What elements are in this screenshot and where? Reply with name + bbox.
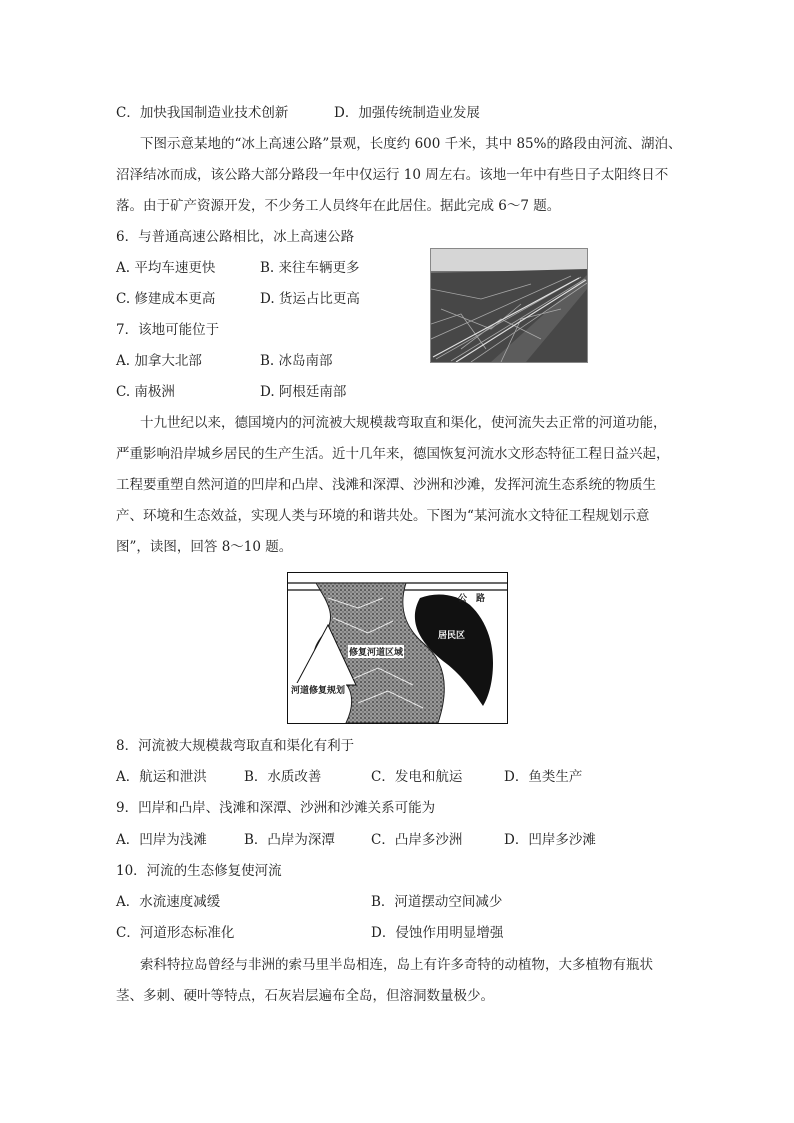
q9-option-b: B．凸岸为深潭 (244, 832, 335, 848)
q8-option-d: D．鱼类生产 (504, 769, 583, 785)
q10-option-b: B．河道摆动空间减少 (371, 894, 503, 910)
q6-option-b: B. 来往车辆更多 (260, 260, 360, 276)
q7-option-d: D. 阿根廷南部 (260, 384, 347, 400)
map-label-plan: 河道修复规划 (290, 683, 346, 696)
q7-option-b: B. 冰岛南部 (260, 353, 333, 369)
passage3-line-1: 索科特拉岛曾经与非洲的索马里半岛相连，岛上有许多奇特的动植物，大多植物有瓶状 (140, 957, 653, 973)
passage1-line-1: 下图示意某地的“冰上高速公路”景观，长度约 600 千米，其中 85%的路段由河流、湖泊、 (140, 136, 682, 152)
map-label-road: 公 路 (458, 594, 486, 604)
q9-option-d: D．凹岸多沙滩 (504, 832, 596, 848)
q5-option-d: D．加强传统制造业发展 (334, 105, 480, 121)
q8-option-c: C．发电和航运 (371, 769, 463, 785)
q8-option-b: B．水质改善 (244, 769, 322, 785)
passage2-line-1: 十九世纪以来，德国境内的河流被大规模裁弯取直和渠化，使河流失去正常的河道功能， (140, 415, 667, 431)
q7-option-a: A. 加拿大北部 (116, 353, 202, 369)
passage1-line-2: 沼泽结冰而成，该公路大部分路段一年中仅运行 10 周左右。该地一年中有些日子太阳终日不 (116, 167, 669, 183)
passage2-line-2: 严重影响沿岸城乡居民的生产生活。近十几年来，德国恢复河流水文形态特征工程日益兴起， (116, 446, 670, 462)
q10-option-a: A．水流速度减缓 (116, 894, 221, 910)
q10-option-c: C．河道形态标准化 (116, 925, 235, 941)
passage1-line-3: 落。由于矿产资源开发，不少务工人员终年在此居住。据此完成 6～7 题。 (116, 198, 561, 214)
q9-option-c: C．凸岸多沙洲 (371, 832, 463, 848)
ice-road-illustration (431, 249, 587, 362)
river-restoration-map (287, 572, 508, 724)
q6-option-c: C. 修建成本更高 (116, 291, 216, 307)
q6-option-d: D. 货运占比更高 (260, 291, 360, 307)
q9-option-a: A．凹岸为浅滩 (116, 832, 207, 848)
ice-highway-photo (430, 248, 588, 363)
q5-option-c: C．加快我国制造业技术创新 (116, 105, 289, 121)
map-label-restore-area: 修复河道区域 (348, 645, 404, 658)
q10-option-d: D．侵蚀作用明显增强 (371, 925, 504, 941)
passage2-line-5: 图”，读图，回答 8～10 题。 (116, 539, 293, 555)
q7-option-c: C. 南极洲 (116, 384, 175, 400)
passage3-line-2: 茎、多刺、硬叶等特点，石灰岩层遍布全岛，但溶洞数量极少。 (116, 988, 494, 1004)
q8-stem: 8．河流被大规模裁弯取直和渠化有利于 (116, 738, 355, 754)
q6-stem: 6．与普通高速公路相比，冰上高速公路 (116, 229, 355, 245)
passage2-line-4: 产、环境和生态效益，实现人类与环境的和谐共处。下图为“某河流水文特征工程规划示意 (116, 508, 650, 524)
map-label-residential: 居民区 (438, 631, 466, 641)
q10-stem: 10．河流的生态修复使河流 (116, 863, 282, 879)
q9-stem: 9．凹岸和凸岸、浅滩和深潭、沙洲和沙滩关系可能为 (116, 800, 436, 816)
passage2-line-3: 工程要重塑自然河道的凹岸和凸岸、浅滩和深潭、沙洲和沙滩，发挥河流生态系统的物质生 (116, 477, 656, 493)
q6-option-a: A. 平均车速更快 (116, 260, 216, 276)
q7-stem: 7．该地可能位于 (116, 322, 220, 338)
q8-option-a: A．航运和泄洪 (116, 769, 207, 785)
